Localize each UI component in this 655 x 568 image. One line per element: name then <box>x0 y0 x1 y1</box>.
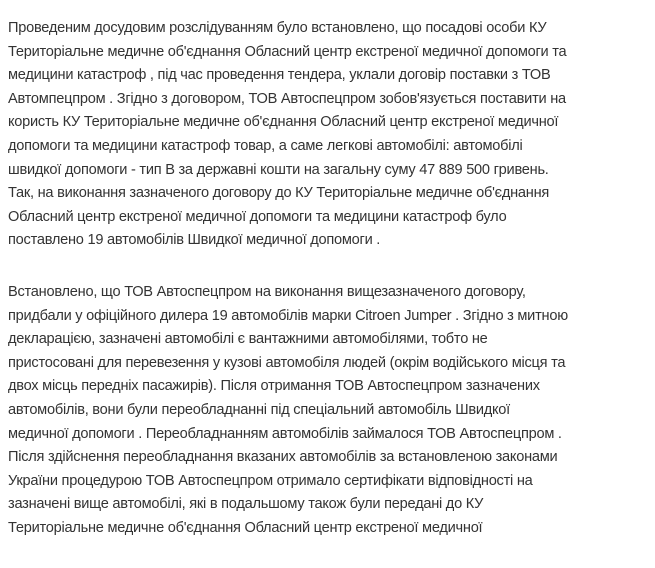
text-line: Обласний центр екстреної медичної допомоги та медицини катастроф було <box>8 208 507 225</box>
text-line: допомоги та медицини катастроф товар, а саме легкові автомобілі: автомобілі <box>8 137 523 154</box>
text-line: Територіальне медичне об'єднання Обласний центр екстреної медичної <box>8 519 483 536</box>
text-line: автомобілів, вони були переобладнанні під спеціальний автомобіль Швидкої <box>8 401 510 418</box>
text-line: швидкої допомоги - тип В за державні кошти на загальну суму 47 889 500 гривень. <box>8 161 549 178</box>
text-line: двох місць передніх пасажирів). Після отримання ТОВ Автоспецпром зазначених <box>8 378 540 395</box>
text-line: Так, на виконання зазначеного договору до КУ Територіальне медичне об'єднання <box>8 185 550 202</box>
document-body <box>8 17 568 568</box>
text-line: користь КУ Територіальне медичне об'єднання Обласний центр екстреної медичної <box>8 114 559 131</box>
text-line: України процедурою ТОВ Автоспецпром отримало сертифікати відповідності на <box>8 472 533 489</box>
text-line: зазначені вище автомобілі, які в подальшому також були передані до КУ <box>8 496 484 513</box>
text-line: придбали у офіційного дилера 19 автомобілів марки Citroen Jumper . Згідно з митною <box>8 307 568 324</box>
text-line: Автомпецпром . Згідно з договором, ТОВ Автоспецпром зобов'язується поставити на <box>8 90 566 107</box>
text-line: Територіальне медичне об'єднання Обласний центр екстреної медичної допомоги та <box>8 43 567 60</box>
text-line: Після здійснення переобладнання вказаних автомобілів за встановленою законами <box>8 449 558 466</box>
text-line: декларацією, зазначені автомобілі є вантажними автомобілями, тобто не <box>8 331 488 348</box>
text-line: медичної допомоги . Переобладнанням автомобілів займалося ТОВ Автоспецпром . <box>8 425 562 442</box>
paragraph-findings <box>8 281 568 541</box>
text-line: медицини катастроф , під час проведення тендера, уклали договір поставки з ТОВ <box>8 67 551 84</box>
text-line: пристосовані для перевезення у кузові автомобіля людей (окрім водійського місця та <box>8 354 566 371</box>
text-line: Проведеним досудовим розслідуванням було встановлено, що посадові особи КУ <box>8 20 547 36</box>
paragraph-investigation <box>8 17 568 253</box>
text-line: поставлено 19 автомобілів Швидкої медичної допомоги . <box>8 232 381 249</box>
text-line: Встановлено, що ТОВ Автоспецпром на виконання вищезазначеного договору, <box>8 283 526 300</box>
